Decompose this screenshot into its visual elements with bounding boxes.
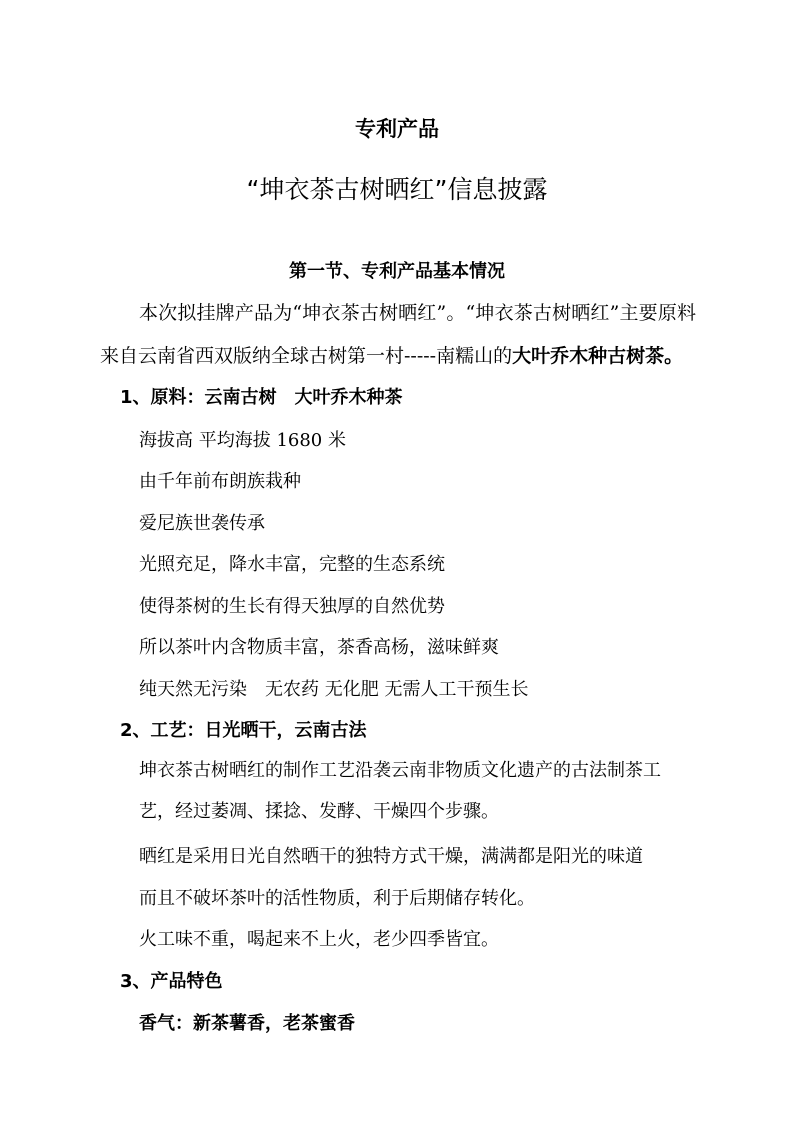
item1-line-7: 纯天然无污染 无农药 无化肥 无需人工干预生长 (139, 679, 529, 700)
item2-line-1: 晒红是采用日光自然晒干的独特方式干燥，满满都是阳光的味道 (139, 846, 643, 867)
intro-text: 本次拟挂牌产品为“坤衣茶古树晒红”。“坤衣茶古树晒红”主要原料来自云南省西双版纳全球古树第一村-----南糯山的 (100, 302, 696, 367)
item2-heading: 2、工艺：日光晒干，云南古法 (120, 720, 367, 741)
intro-paragraph (100, 292, 696, 378)
item1-line-3: 爱尼族世袭传承 (139, 513, 265, 534)
item1-line-2: 由千年前布朗族栽种 (139, 471, 301, 492)
intro-bold-text: 大叶乔木种古树茶。 (512, 345, 684, 367)
document-title: 专利产品 (355, 117, 439, 141)
item1-heading: 1、原料：云南古树 大叶乔木种茶 (120, 387, 403, 408)
item1-line-5: 使得茶树的生长有得天独厚的自然优势 (139, 596, 445, 617)
item3-aroma: 香气：新茶薯香，老茶蜜香 (139, 1013, 355, 1034)
section-heading: 第一节、专利产品基本情况 (289, 261, 505, 282)
item2-process-text: 坤衣茶古树晒红的制作工艺沿袭云南非物质文化遗产的古法制茶工艺，经过萎凋、揉捻、发酵、干燥四个步骤。 (139, 760, 661, 822)
item1-line-6: 所以茶叶内含物质丰富，茶香高杨，滋味鲜爽 (139, 637, 499, 658)
item2-line-2: 而且不破坏茶叶的活性物质，利于后期储存转化。 (139, 888, 535, 909)
item1-line-4: 光照充足，降水丰富，完整的生态系统 (139, 554, 445, 575)
item3-heading: 3、产品特色 (120, 971, 223, 992)
item2-line-3: 火工味不重，喝起来不上火，老少四季皆宜。 (139, 929, 499, 950)
document-subtitle: “坤衣茶古树晒红”信息披露 (246, 175, 548, 204)
item1-line-1: 海拔高 平均海拔 1680 米 (139, 430, 346, 451)
